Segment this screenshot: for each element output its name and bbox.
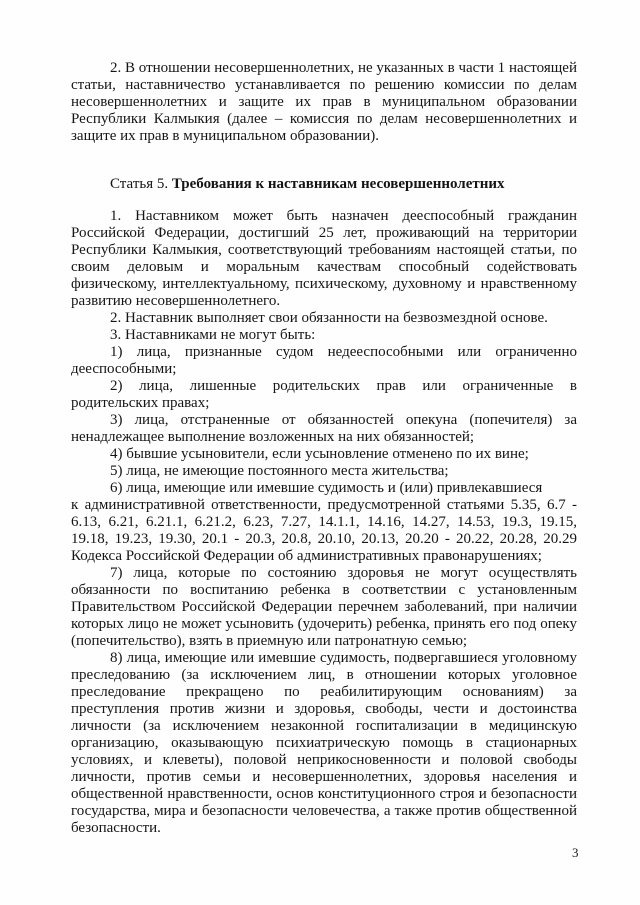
page-number: 3	[572, 845, 579, 860]
document-body	[71, 60, 577, 837]
list-item-5: 5) лица, не имеющие постоянного места жительства;	[110, 463, 449, 479]
list-item-8: 8) лица, имеющие или имевшие судимость, подвергавшиеся уголовному преследованию (за исключением лиц, в отношении которых уголовное преследование прекращено по реабилитирующим основаниям) за преступления против жизни и здоровья, свободы, чести и достоинства личности (за исключением незаконной госпитализации в медицинскую организацию, оказывающую психиатрическую помощь в стационарных условиях, и клеветы), половой неприкосновенности и половой свободы личности, против семьи и несовершеннолетних, здоровья населения и общественной нравственности, основ конституционного строя и безопасности государства, мира и безопасности человечества, а также против общественной безопасности.	[71, 650, 577, 836]
list-item-6-first-line: 6) лица, имеющие или имевшие судимость и (или) привлекавшиеся	[110, 480, 543, 496]
paragraph-article4-part2: 2. В отношении несовершеннолетних, не указанных в части 1 настоящей статьи, наставничество устанавливается по решению комиссии по делам несовершеннолетних и защите их прав в муниципальном образовании Республики Калмыкия (далее – комиссия по делам несовершеннолетних и защите их прав в муниципальном образовании).	[71, 60, 577, 144]
article-title: Требования к наставникам несовершеннолетних	[171, 176, 505, 192]
list-item-1: 1) лица, признанные судом недееспособными или ограниченно дееспособными;	[71, 344, 577, 377]
paragraph-p2: 2. Наставник выполняет свои обязанности на безвозмездной основе.	[110, 310, 548, 326]
list-item-7: 7) лица, которые по состоянию здоровья не могут осуществлять обязанности по воспитанию ребенка в соответствии с установленным Правительством Российской Федерации перечнем заболеваний, при наличии которых лицо не может усыновить (удочерить) ребенка, принять его под опеку (попечительство), взять в приемную или патронатную семью;	[71, 565, 577, 649]
paragraph-p1: 1. Наставником может быть назначен дееспособный гражданин Российской Федерации, достигший 25 лет, проживающий на территории Республики Калмыкия, соответствующий требованиям настоящей статьи, по своим деловым и моральным качествам способный содействовать физическому, интеллектуальному, психическому, духовному и нравственному развитию несовершеннолетнего.	[71, 208, 577, 309]
list-item-4: 4) бывшие усыновители, если усыновление отменено по их вине;	[110, 446, 529, 462]
article-heading	[71, 176, 577, 193]
article-number-label: Статья 5.	[110, 176, 172, 192]
paragraph-p3: 3. Наставниками не могут быть:	[110, 327, 316, 343]
list-item-3: 3) лица, отстраненные от обязанностей опекуна (попечителя) за ненадлежащее выполнение возложенных на них обязанностей;	[71, 412, 577, 445]
list-item-2: 2) лица, лишенные родительских прав или ограниченные в родительских правах;	[71, 378, 577, 411]
list-item-6-continuation: к административной ответственности, предусмотренной статьями 5.35, 6.7 - 6.13, 6.21, 6.21.1, 6.21.2, 6.23, 7.27, 14.1.1, 14.16, 14.27, 14.53, 19.3, 19.15, 19.18, 19.23, 19.30, 20.1 - 20.3, 20.8, 20.10, 20.13, 20.20 - 20.22, 20.28, 20.29 Кодекса Российской Федерации об административных правонарушениях;	[71, 497, 577, 564]
